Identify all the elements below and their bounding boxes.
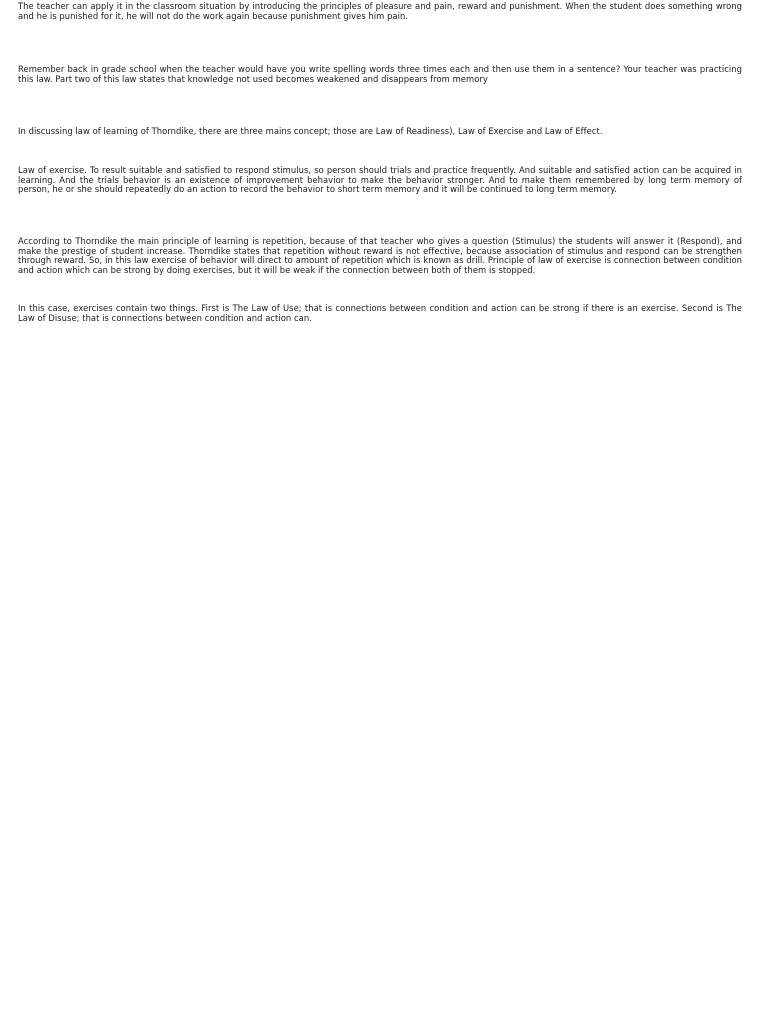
paragraph-spelling-words: Remember back in grade school when the teacher would have you write spelling words three times each and then use them in a sentence? Your teacher was practicing this law. Part two of this law states that knowledge not used becomes weakened and disappears from memory	[18, 64, 742, 84]
paragraph-pleasure-pain: The teacher can apply it in the classroom situation by introducing the principles of pleasure and pain, reward and punishment. When the student does something wrong and he is punished for it, he will not do the work again because punishment gives him pain.	[18, 1, 742, 21]
paragraph-repetition-principle: According to Thorndike the main principle of learning is repetition, because of that teacher who gives a question (Stimulus) the students will answer it (Respond), and make the prestige of student increase. Thorndike states that repetition without reward is not effective, because association of stimulus and respond can be strengthen through reward. So, in this law exercise of behavior will direct to amount of repetition which is known as drill. Principle of law of exercise is connection between condition and action which can be strong by doing exercises, but it will be weak if the connection between both of them is stopped.	[18, 236, 742, 276]
paragraph-law-of-exercise: Law of exercise. To result suitable and satisfied to respond stimulus, so person should trials and practice frequently. And suitable and satisfied action can be acquired in learning. And the trials behavior is an existence of improvement behavior to make the behavior stronger. And to make them remembered by long term memory of person, he or she should repeatedly do an action to record the behavior to short term memory and it will be continued to long term memory.	[18, 165, 742, 195]
paragraph-law-of-use-disuse: In this case, exercises contain two things. First is The Law of Use; that is connections between condition and action can be strong if there is an exercise. Second is The Law of Disuse; that is connections between condition and action can.	[18, 303, 742, 323]
paragraph-thorndike-laws: In discussing law of learning of Thorndike, there are three mains concept; those are Law of Readiness), Law of Exercise and Law of Effect.	[18, 126, 603, 136]
